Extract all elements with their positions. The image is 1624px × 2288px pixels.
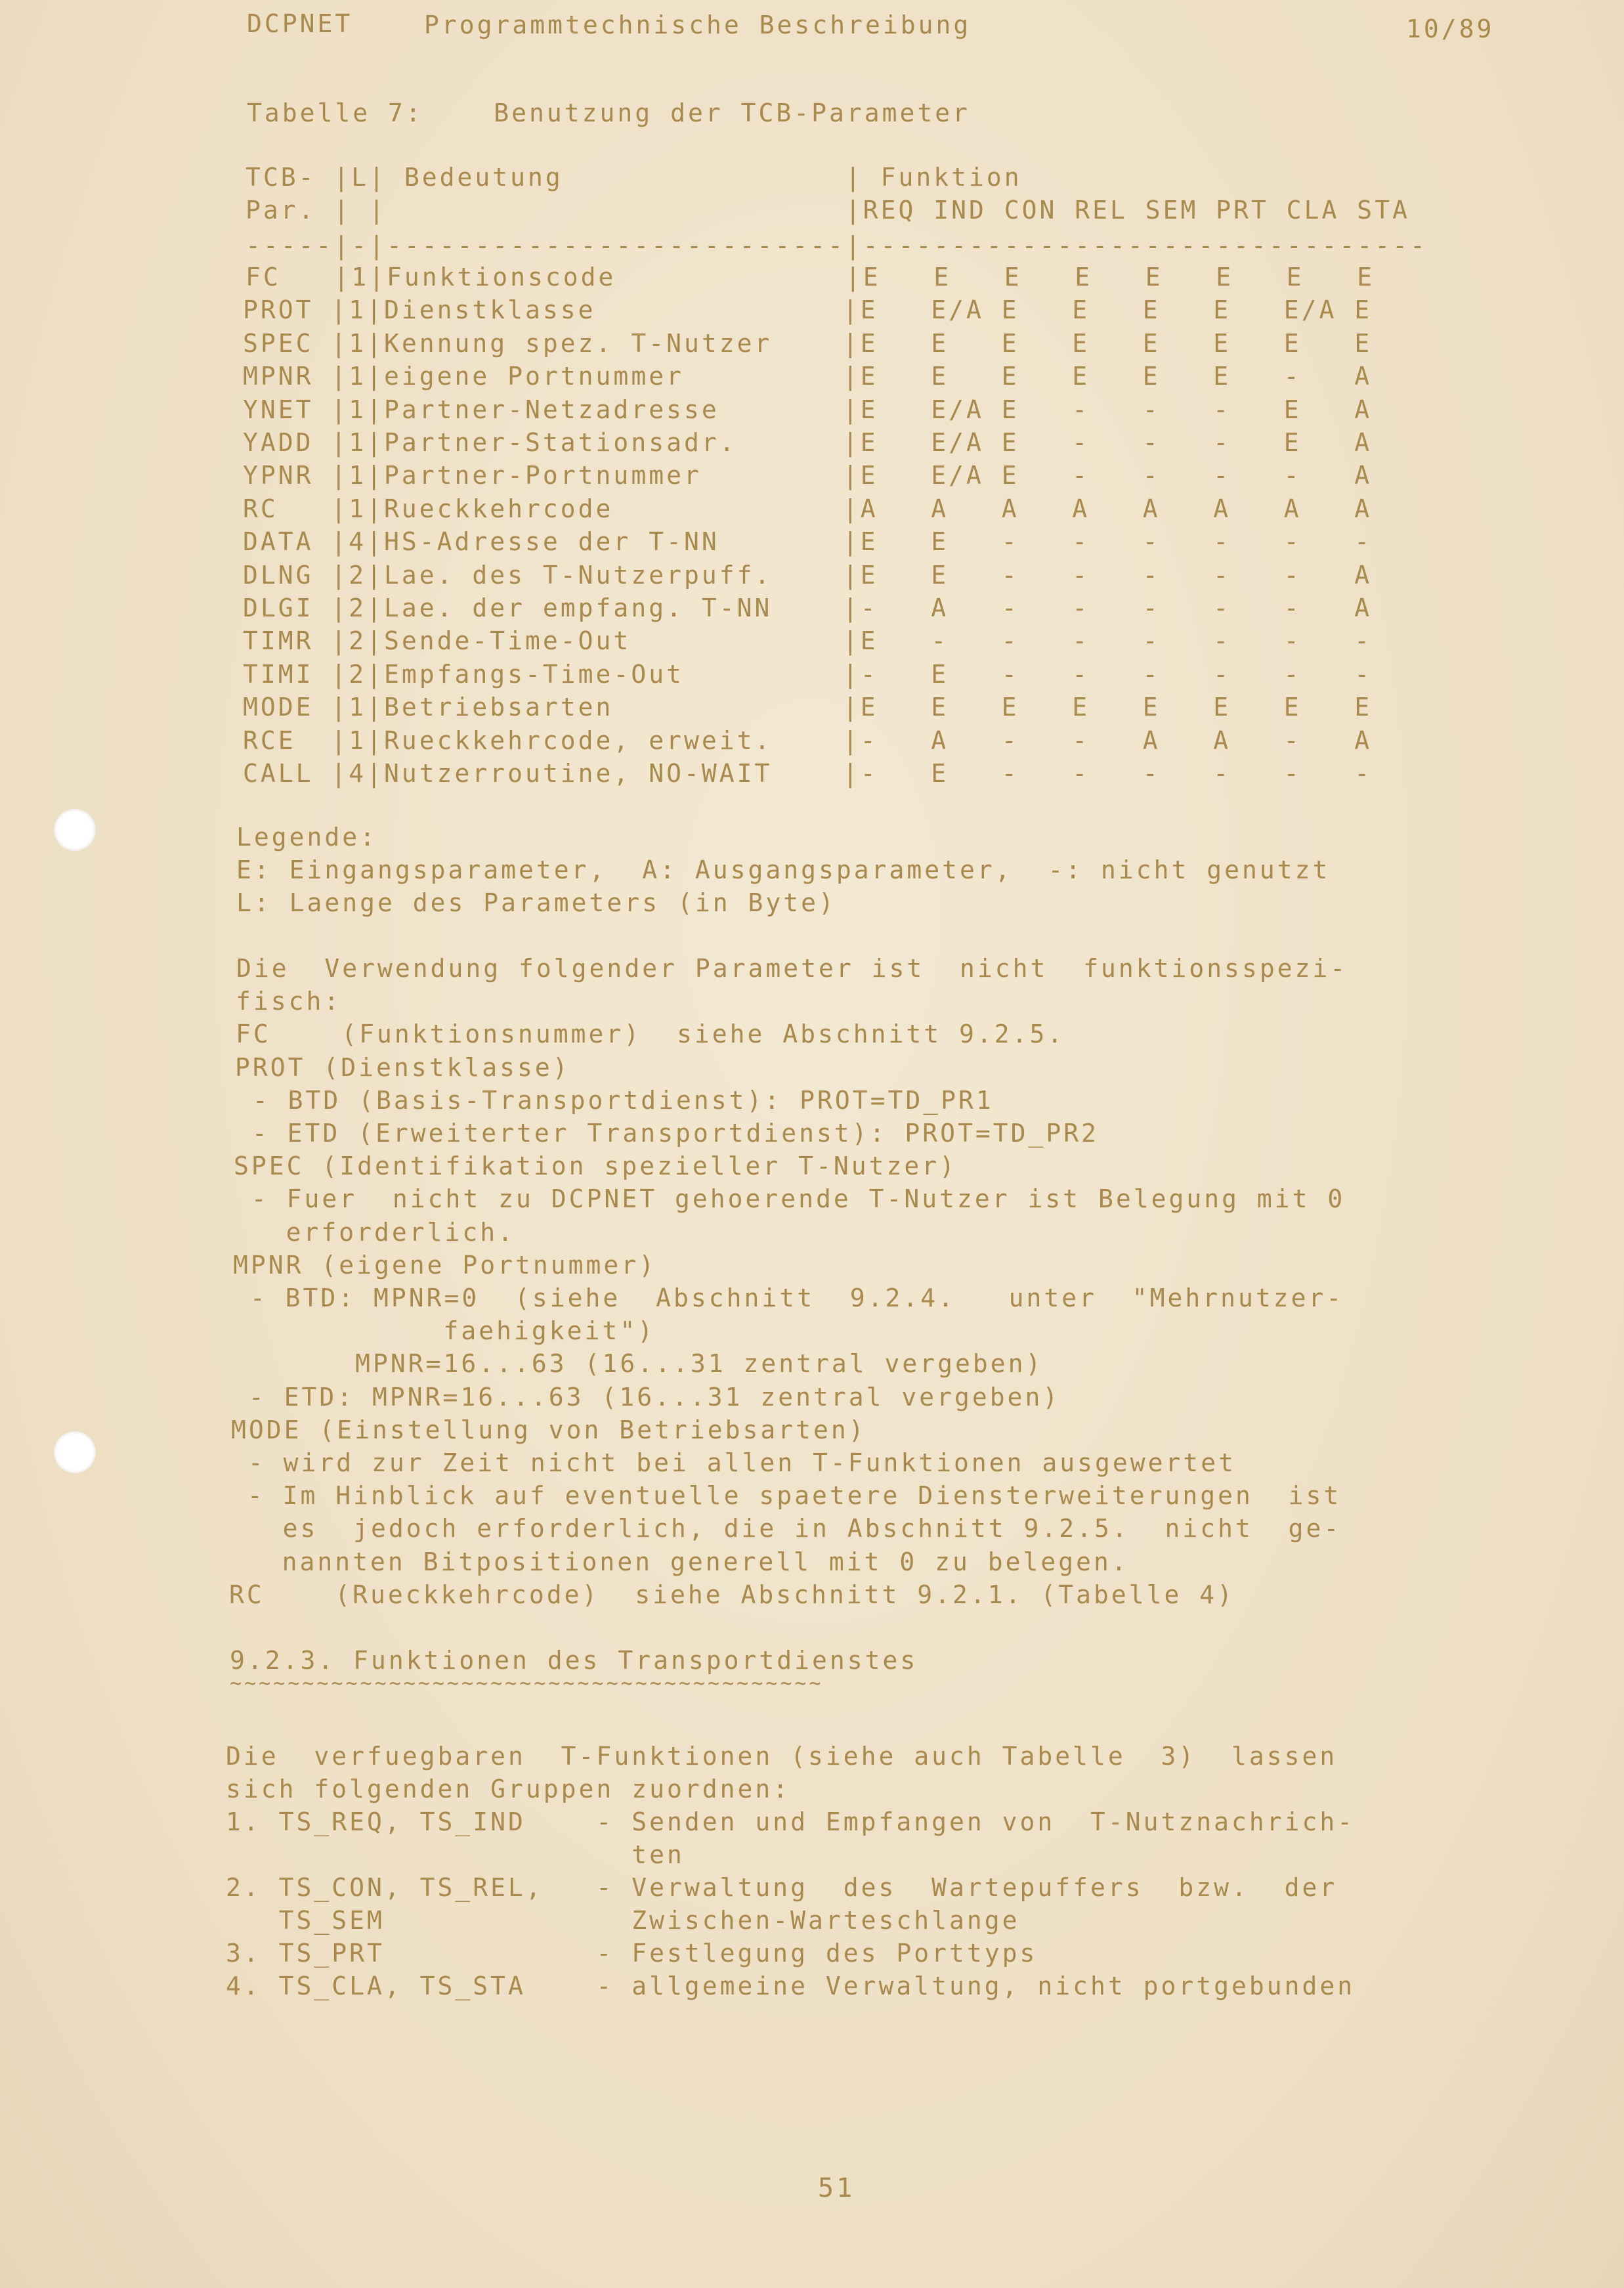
body-line: nannten Bitpositionen generell mit 0 zu belegen. <box>229 1547 1129 1576</box>
table-row: PROT |1|Dienstklasse |E E/A E E E E E/A E <box>243 295 1373 325</box>
table-header-row-1: TCB- |L| Bedeutung | Funktion <box>246 163 1022 192</box>
table-row: FC |1|Funktionscode |E E E E E E E E <box>246 263 1375 291</box>
body-line: MPNR (eigene Portnummer) <box>233 1250 657 1280</box>
body-line: - Fuer nicht zu DCPNET gehoerende T-Nutzer ist Belegung mit 0 <box>234 1184 1346 1214</box>
table-row: DATA |4|HS-Adresse der T-NN |E E - - - - - - <box>243 527 1373 557</box>
body-line: - wird zur Zeit nicht bei allen T-Funktionen ausgewertet <box>230 1448 1237 1477</box>
section-line: Die verfuegbaren T-Funktionen (siehe auch Tabelle 3) lassen <box>226 1742 1338 1771</box>
table-row: CALL |4|Nutzerroutine, NO-WAIT |- E - - - - - - <box>243 759 1373 788</box>
legend-title: Legende: <box>236 823 378 852</box>
body-line: Die Verwendung folgender Parameter ist nicht funktionsspezi- <box>236 954 1348 983</box>
body-line: - BTD: MPNR=0 (siehe Abschnitt 9.2.4. unter "Mehrnutzer- <box>232 1284 1344 1312</box>
table-row: RC |1|Rueckkehrcode |A A A A A A A A <box>243 494 1373 523</box>
table-row: SPEC |1|Kennung spez. T-Nutzer |E E E E E E E E <box>243 328 1373 358</box>
section-line: 4. TS_CLA, TS_STA - allgemeine Verwaltung, nicht portgebunden <box>226 1972 1356 2000</box>
body-line: - ETD: MPNR=16...63 (16...31 zentral vergeben) <box>231 1382 1061 1412</box>
table-row: YPNR |1|Partner-Portnummer |E E/A E - - - - A <box>243 461 1373 490</box>
table-row: MPNR |1|eigene Portnummer |E E E E E E - A <box>243 362 1373 391</box>
header-title: Programmtechnische Beschreibung <box>424 11 972 39</box>
section-underline: ~~~~~~~~~~~~~~~~~~~~~~~~~~~~~~~~~~~~~~~~~ <box>230 1672 824 1695</box>
punch-hole-bottom <box>54 1431 96 1473</box>
legend-line: E: Eingangsparameter, A: Ausgangsparameter, -: nicht genutzt <box>236 855 1331 884</box>
body-line: es jedoch erforderlich, die in Abschnitt 9.2.5. nicht ge- <box>230 1514 1342 1543</box>
body-line: RC (Rueckkehrcode) siehe Abschnitt 9.2.1. (Tabelle 4) <box>229 1580 1235 1609</box>
table-row: TIMR |2|Sende-Time-Out |E - - - - - - - <box>243 626 1373 656</box>
body-line: MPNR=16...63 (16...31 zentral vergeben) <box>232 1349 1044 1379</box>
body-line: SPEC (Identifikation spezieller T-Nutzer) <box>234 1152 957 1181</box>
legend-line: L: Laenge des Parameters (in Byte) <box>236 888 836 917</box>
section-line: sich folgenden Gruppen zuordnen: <box>226 1775 791 1803</box>
body-line: - BTD (Basis-Transportdienst): PROT=TD_PR1 <box>235 1085 994 1115</box>
table-row: RCE |1|Rueckkehrcode, erweit. |- A - - A A - A <box>243 725 1373 755</box>
table-row: DLNG |2|Lae. des T-Nutzerpuff. |E E - - - - - A <box>243 560 1373 590</box>
punch-hole-top <box>54 809 96 851</box>
section-heading: 9.2.3. Funktionen des Transportdienstes <box>230 1646 918 1675</box>
table-header-row-2: Par. | | |REQ IND CON REL SEM PRT CLA STA <box>246 196 1410 225</box>
table-row: TIMI |2|Empfangs-Time-Out |- E - - - - - - <box>243 659 1373 689</box>
body-line: fisch: <box>236 987 342 1016</box>
table-row: DLGI |2|Lae. der empfang. T-NN |- A - - - - - A <box>243 594 1373 622</box>
body-line: MODE (Einstellung von Betriebsarten) <box>231 1415 866 1444</box>
body-line: PROT (Dienstklasse) <box>235 1052 570 1082</box>
page-number: 51 <box>818 2173 855 2203</box>
header-date: 10/89 <box>1406 14 1495 43</box>
section-line: TS_SEM Zwischen-Warteschlange <box>226 1906 1020 1935</box>
header-left: DCPNET <box>247 9 353 38</box>
body-line: erforderlich. <box>233 1217 516 1247</box>
body-line: FC (Funktionsnummer) siehe Abschnitt 9.2.5. <box>236 1020 1065 1049</box>
body-line: - Im Hinblick auf eventuelle spaetere Diensterweiterungen ist <box>230 1481 1342 1511</box>
body-line: faehigkeit") <box>232 1316 656 1346</box>
body-line: - ETD (Erweiterter Transportdienst): PROT=TD_PR2 <box>234 1119 1100 1148</box>
table-row: MODE |1|Betriebsarten |E E E E E E E E <box>243 693 1373 722</box>
section-line: 2. TS_CON, TS_REL, - Verwaltung des Wartepuffers bzw. der <box>226 1873 1338 1902</box>
table-rule: -----|-|--------------------------|-------------------------------- <box>246 231 1428 260</box>
section-line: 1. TS_REQ, TS_IND - Senden und Empfangen von T-Nutznachrich- <box>226 1807 1356 1836</box>
table-row: YNET |1|Partner-Netzadresse |E E/A E - - - E A <box>243 395 1373 424</box>
section-line: ten <box>226 1840 685 1869</box>
section-line: 3. TS_PRT - Festlegung des Porttyps <box>226 1939 1038 1968</box>
table-caption: Tabelle 7: Benutzung der TCB-Parameter <box>247 98 970 127</box>
table-row: YADD |1|Partner-Stationsadr. |E E/A E - - - E A <box>243 428 1373 457</box>
